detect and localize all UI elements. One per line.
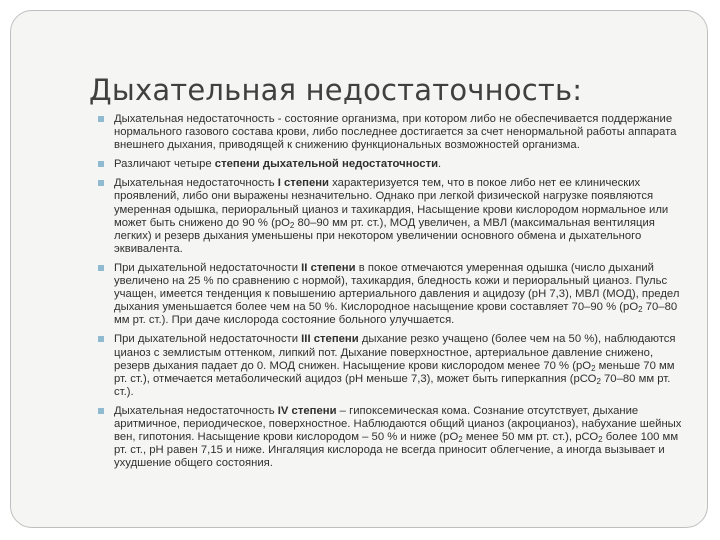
text-run: 70–80 мм рт. ст.). [114, 372, 671, 398]
text-run: более 100 мм рт. ст., рН равен 7,15 и ниже. Ингаляция кислорода не всегда приносит облегчение, а иногда вызывает и ухудшение общего состояния. [114, 431, 679, 470]
square-bullet-icon [98, 408, 104, 414]
subscript-text: 2 [289, 220, 295, 230]
text-run: Различают четыре [114, 158, 215, 171]
text-run: Дыхательная недостаточность [114, 177, 278, 190]
text-run: . [438, 158, 442, 171]
text-run: Дыхательная недостаточность [114, 404, 278, 417]
text-run: 70–80 мм рт. ст.). При даче кислорода состояние больного улучшается. [114, 301, 678, 327]
text-run: 80–90 мм рт. ст.), МОД увеличен, а МВЛ (максимальная вентиляция легких) и резерв дыхания уменьшены при некотором увеличении основного обмена и дыхательного эквивалента. [114, 216, 655, 255]
square-bullet-icon [98, 161, 104, 167]
subscript-text: 2 [598, 435, 603, 445]
bullet-item [97, 113, 687, 152]
text-run: – гипоксемическая кома. Сознание отсутствует, дыхание аритмичное, периодическое, поверхностное. Наблюдаются общий цианоз (акроцианоз), набухание шейных вен, гипотония. Насыщение крови кислородом – 50 % и ниже (рО [114, 404, 682, 444]
bullet-item [97, 262, 687, 327]
text-run: При дыхательной недостаточности [114, 261, 302, 274]
text-run: меньше 70 мм рт. ст.), отмечается метаболический ацидоз (рН меньше 7,3), может быть гиперкапния (рСО [114, 359, 675, 385]
text-run: характеризуется тем, что в покое либо нет ее клинических проявлений, либо они выражены незначительно. Однако при легкой физической нагрузке появляются умеренная одышка, периоральный цианоз и тахикардия, Насыщение крови кислородом нормальное или может быть снижено до 90 % (рО [114, 177, 669, 229]
square-bullet-icon [98, 180, 104, 186]
bold-text: II степени [301, 261, 356, 274]
bold-text: IV степени [277, 404, 337, 417]
bold-text: I степени [277, 177, 329, 190]
square-bullet-icon [98, 336, 104, 342]
text-run: Дыхательная недостаточность - состояние организма, при котором либо не обеспечивается поддержание нормального газового состава крови, либо последнее достигается за счет ненормальной работы аппарата внешнего дыхания, приводящей к снижению функциональных возможностей организма. [114, 113, 677, 152]
square-bullet-icon [98, 265, 104, 271]
slide-title: Дыхательная недостаточность: [89, 73, 583, 107]
bold-text: степени дыхательной недостаточности [214, 158, 439, 171]
text-run: дыхание резко учащено (более чем на 50 %), наблюдаются цианоз с землистым оттенком, липкий пот. Дыхание поверхностное, артериальное давление снижено, резерв дыхания падает до 0. МОД снижен. Насыщение крови кислородом менее 70 % (рО [114, 333, 676, 372]
square-bullet-icon [98, 116, 104, 122]
subscript-text: 2 [591, 363, 596, 373]
subscript-text: 2 [596, 376, 601, 386]
bullet-list [97, 113, 687, 476]
slide [10, 10, 708, 528]
bullet-item [97, 333, 687, 398]
bullet-item [97, 405, 687, 470]
bullet-item [97, 177, 687, 256]
bold-text: III степени [301, 333, 359, 346]
text-run: менее 50 мм рт. ст.), рСО [462, 431, 599, 444]
subscript-text: 2 [638, 305, 643, 315]
text-run: в покое отмечаются умеренная одышка (число дыханий увеличено на 25 % по сравнению с нормой), тахикардия, бледность кожи и периоральный цианоз. Пульс учащен, имеется тенденция к повышению артериального давления и ацидозу (рН 7,3), МВЛ (МОД), предел дыхания уменьшается более чем на 50 %. Кислородное насыщение крови составляет 70–90 % (рО [114, 261, 680, 314]
text-run: При дыхательной недостаточности [114, 333, 302, 346]
bullet-item [97, 158, 687, 171]
subscript-text: 2 [458, 435, 463, 445]
